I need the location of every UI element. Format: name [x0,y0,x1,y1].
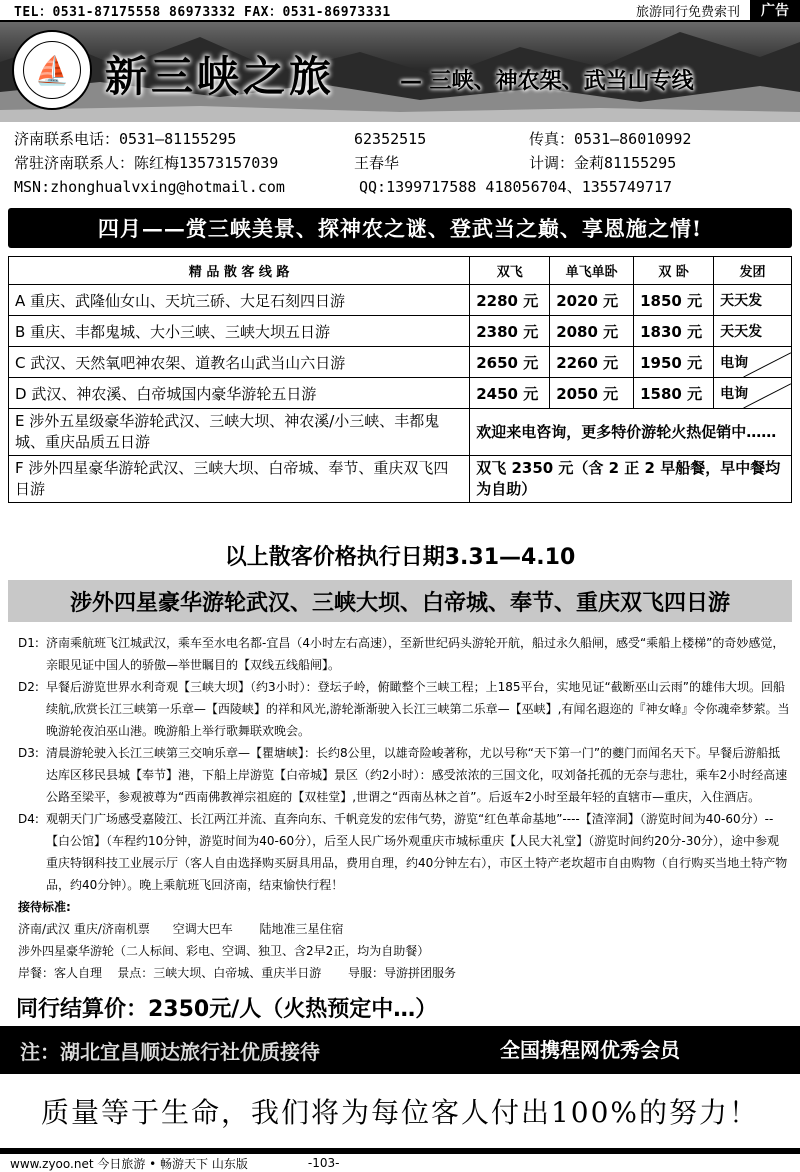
contact-row-phone [14,127,786,151]
contact-row-online [14,175,786,199]
header-route: 精 品 散 客 线 路 [9,257,470,285]
banner-title: 新三峡之旅 [105,52,336,101]
header-double-train: 双 卧 [634,257,714,285]
member-badge-text: 全国携程网优秀会员 [500,1038,680,1062]
price-double-train: 1580 元 [634,378,714,409]
diagonal-line-icon [714,378,791,408]
departure-text: 电询 [720,355,749,371]
bottom-black-panel [0,1026,800,1154]
price-flight-train: 2020 元 [550,285,634,316]
route-name: F 涉外四星豪华游轮武汉、三峡大坝、白帝城、奉节、重庆双飞四日游 [9,456,470,503]
partner-note: 注：湖北宜昌顺达旅行社优质接待 [20,1040,320,1064]
itinerary-day [18,742,790,808]
header-departure: 发团 [714,257,792,285]
route-note: 欢迎来电咨询，更多特价游轮火热促销中…… [470,409,792,456]
day-description: 早餐后游览世界水利奇观【三峡大坝】（约3小时）：登坛子岭，俯瞰整个三峡工程；上185平台，实地见证“截断巫山云雨”的雄伟大坝。回船续航,欣赏长江三峡第一乐章—【西陵峡】的祥和风光,游轮渐渐驶入长江三峡第二乐章—【巫峡】,有闻名遐迩的『神女峰』令你魂牵梦萦。当晚游轮夜泊巫山港。晚游船上举行歌舞联欢晚会。 [46,680,790,738]
day-label: D2: [18,680,39,694]
fax-text: 传真：0531—86010992 [529,130,692,148]
day-label: D4: [18,812,39,826]
departure-schedule [714,378,792,409]
diagonal-line-icon [714,347,791,377]
table-row [9,285,792,316]
departure-text: 电询 [720,386,749,402]
page-footer [0,1154,800,1172]
standards-line: 岸餐：客人自理 景点：三峡大坝、白帝城、重庆半日游 导服：导游拼团服务 [18,966,456,980]
standards-heading: 接待标准: [18,900,71,914]
featured-tour-title: 涉外四星豪华游轮武汉、三峡大坝、白帝城、奉节、重庆双飞四日游 [8,580,792,622]
day-label: D3: [18,746,39,760]
price-flight-train: 2050 元 [550,378,634,409]
quality-slogan: 质量等于生命，我们将为每位客人付出100%的努力！ [0,1074,800,1148]
header-double-flight: 双飞 [470,257,550,285]
price-double-flight: 2450 元 [470,378,550,409]
price-double-flight: 2650 元 [470,347,550,378]
banner-subtitle: — 三峡、神农架、武当山专线 [400,69,694,94]
planner-text: 计调：金莉81155295 [529,154,677,172]
contact-person-2-text: 王春华 [354,154,400,172]
top-contact-bar [0,0,800,22]
header-banner [0,22,800,122]
april-promo-banner: 四月——赏三峡美景、探神农之谜、登武当之巅、享恩施之情! [8,208,792,248]
price-double-flight: 2280 元 [470,285,550,316]
itinerary-day [18,676,790,742]
msn-text: MSN:zhonghualvxing@hotmail.com [14,178,285,196]
standards-line: 济南/武汉 重庆/济南机票 空调大巴车 陆地准三星住宿 [18,922,344,936]
route-name: C 武汉、天然氧吧神农架、道教名山武当山六日游 [9,347,470,378]
price-flight-train: 2080 元 [550,316,634,347]
price-double-train: 1950 元 [634,347,714,378]
qq-text: QQ:1399717588 418056704、1355749717 [359,178,673,196]
standards-line: 涉外四星豪华游轮（二人标间、彩电、空调、独卫、含2早2正，均为自助餐） [18,944,430,958]
table-row [9,347,792,378]
itinerary-day [18,808,790,896]
table-row [9,456,792,503]
header-flight-train: 单飞单卧 [550,257,634,285]
settlement-price: 同行结算价：2350元/人（火热预定中…） [16,997,438,1022]
price-double-train: 1850 元 [634,285,714,316]
phone-alt-text: 62352515 [354,130,427,148]
top-slogan: 旅游同行免费索刊 [635,4,740,20]
price-validity-date: 以上散客价格执行日期3.31—4.10 [224,545,576,570]
itinerary-section [18,632,790,984]
day-description: 清晨游轮驶入长江三峡第三交响乐章—【瞿塘峡】：长约8公里，以雄奇险峻著称，尤以号称“天下第一门”的夔门而闻名天下。早餐后游船抵达库区移民县城【奉节】港，下船上岸游览【白帝城】景区（约2小时）：感受浓浓的三国文化，叹刘备托孤的无奈与悲壮，乘车2小时经高速公路至梁平，参观被尊为“西南佛教禅宗祖庭的【双桂堂】,世谓之“西南丛林之首”。后返车2小时至最年轻的直辖市—重庆，入住酒店。 [46,746,788,804]
travel-agency-logo [12,30,92,110]
route-name: B 重庆、丰都鬼城、大小三峡、三峡大坝五日游 [9,316,470,347]
price-double-flight: 2380 元 [470,316,550,347]
table-row [9,409,792,456]
route-note: 双飞 2350 元（含 2 正 2 早船餐，早中餐均为自助） [470,456,792,503]
top-contact-text: TEL：0531-87175558 86973332 FAX：0531-86973331 [14,4,391,20]
day-description: 观朝天门广场感受嘉陵江、长江两江并流、直奔向东、千帆竞发的宏伟气势，游览“红色革命基地”----【渣滓洞】（游览时间为40-60分）--【白公馆】（车程约10分钟，游览时间为40-60分），后至人民广场外观重庆市城标重庆【人民大礼堂】（游览时间约20分-30分），途中参观重庆特钢科技工业展示厅（客人自由选择购买厨具用品，费用自理，约40分钟左右），市区土特产老坎超市自由购物（自行购买当地土特产物品，约40分钟）。晚上乘航班飞回济南，结束愉快行程！ [46,812,788,892]
phone-text: 济南联系电话：0531—81155295 [14,130,237,148]
departure-schedule: 天天发 [714,285,792,316]
table-row [9,316,792,347]
page-number: -103- [307,1156,340,1170]
price-flight-train: 2260 元 [550,347,634,378]
itinerary-day [18,632,790,676]
departure-schedule [714,347,792,378]
table-header-row [9,257,792,285]
day-label: D1: [18,636,39,650]
table-row [9,378,792,409]
route-price-table [8,256,792,503]
ship-logo-icon: ⛵ [23,41,81,99]
contact-info-block [0,124,800,204]
footer-site: www.zyoo.net 今日旅游 • 畅游天下 山东版 [10,1156,248,1171]
contact-row-people [14,151,786,175]
ad-badge: 广告 [750,0,800,21]
route-name: A 重庆、武隆仙女山、天坑三硚、大足石刻四日游 [9,285,470,316]
price-double-train: 1830 元 [634,316,714,347]
route-name: D 武汉、神农溪、白帝城国内豪华游轮五日游 [9,378,470,409]
day-description: 济南乘航班飞江城武汉，乘车至水电名都-宜昌（4小时左右高速），至新世纪码头游轮开航，船过永久船闸，感受“乘船上楼梯”的奇妙感觉，亲眼见证中国人的骄傲—举世瞩目的【双线五线船闸】。 [46,636,785,672]
contact-person-text: 常驻济南联系人：陈红梅13573157039 [14,154,279,172]
route-name: E 涉外五星级豪华游轮武汉、三峡大坝、神农溪/小三峡、丰都鬼城、重庆品质五日游 [9,409,470,456]
departure-schedule: 天天发 [714,316,792,347]
